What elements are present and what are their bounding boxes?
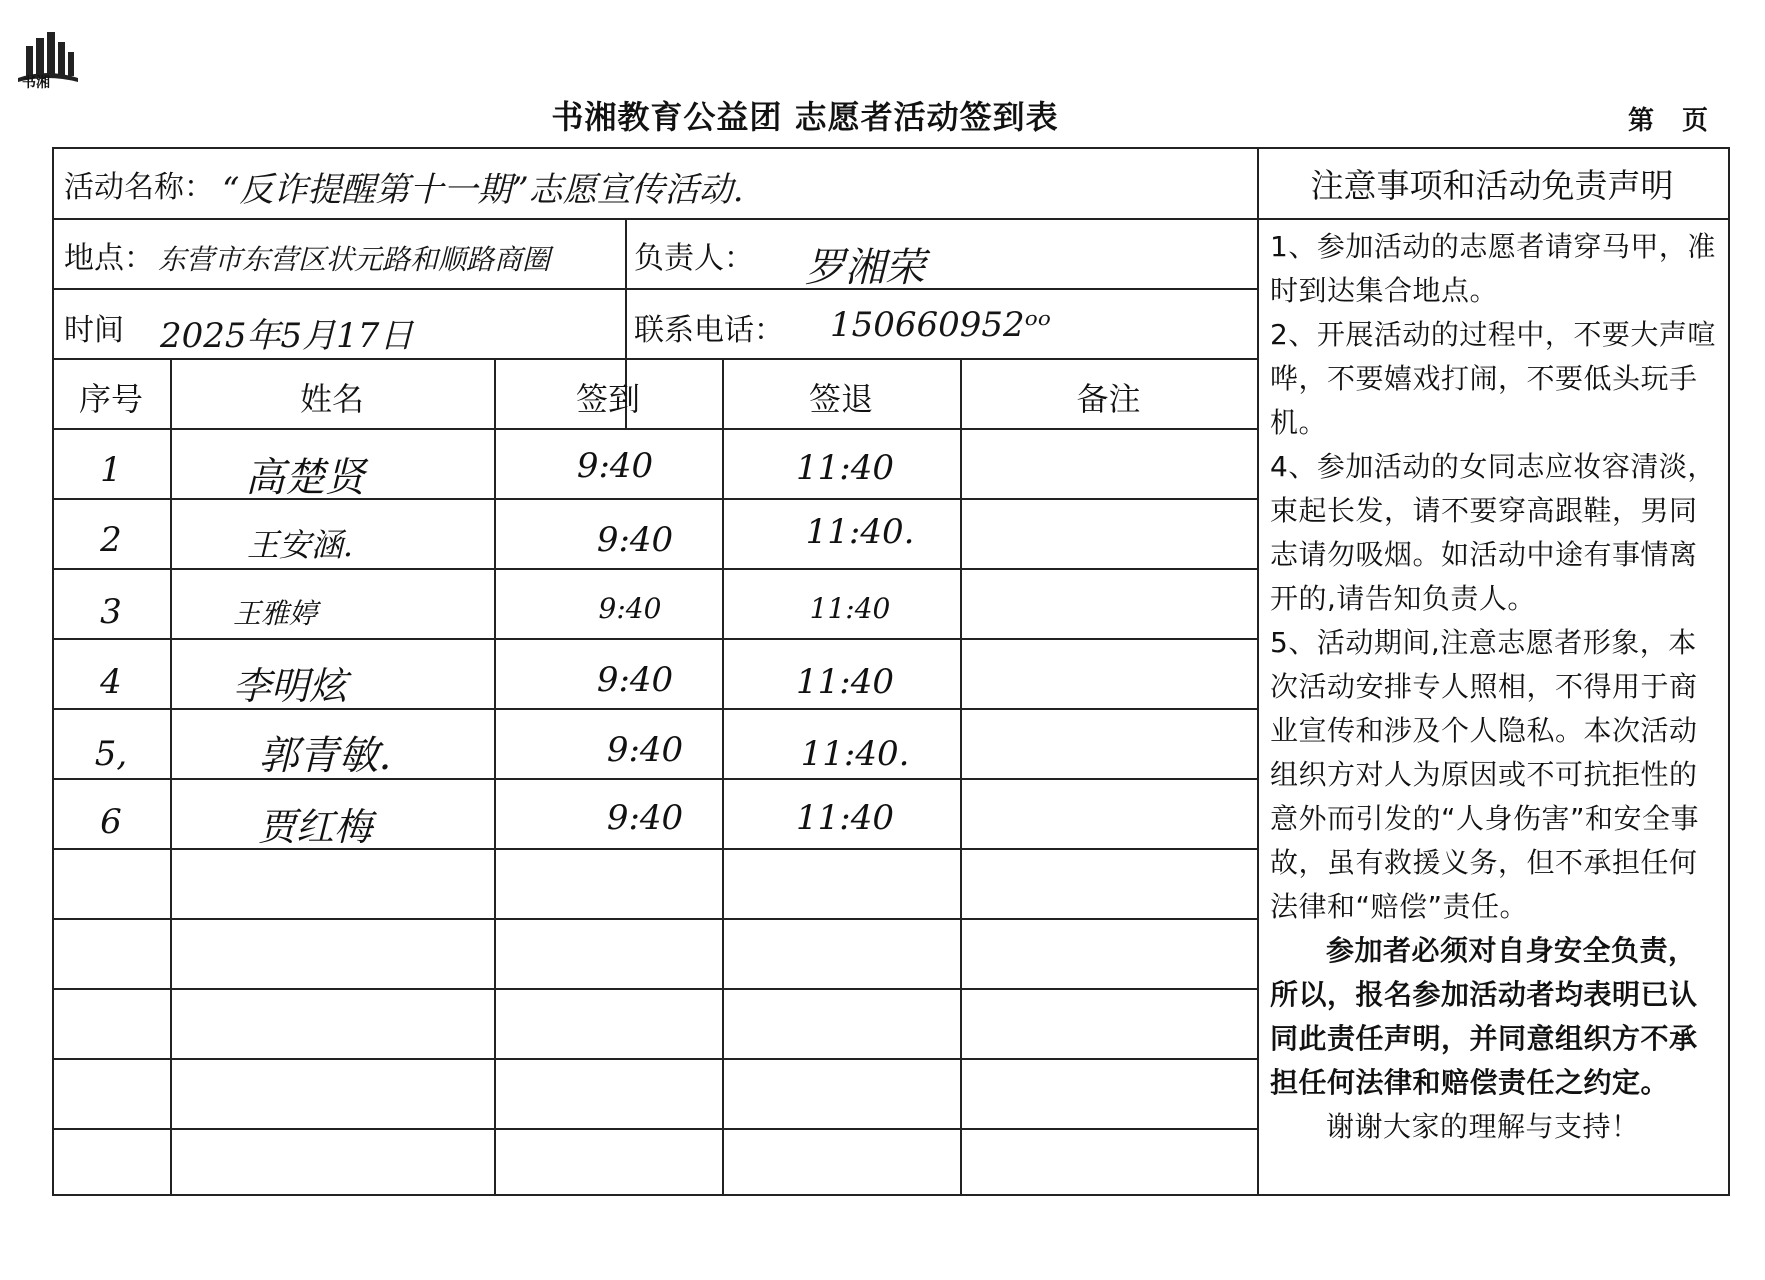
phone-label: 联系电话：	[634, 313, 784, 348]
notice-item: 2、开展活动的过程中，不要大声喧哗，不要嬉戏打闹，不要低头玩手机。	[1270, 318, 1716, 439]
notice-title: 注意事项和活动免责声明	[1310, 166, 1674, 205]
row-name: 高楚贤	[245, 455, 365, 501]
row-no: 4	[100, 662, 122, 702]
notice-body	[1270, 225, 1720, 1149]
row-no: 6	[100, 802, 122, 842]
time-label: 时间	[64, 313, 124, 348]
divider	[52, 1128, 1257, 1130]
activity-name-value: “反诈提醒第十一期”志愿宣传活动.	[222, 170, 744, 210]
row-no: 5,	[94, 734, 128, 774]
page-number-label: 第 页	[1628, 106, 1709, 136]
row-sign-in: 9:40	[596, 520, 674, 560]
divider	[52, 638, 1257, 640]
divider	[960, 358, 962, 1196]
row-sign-out: 11:40	[796, 448, 894, 488]
row-name: 王安涵.	[246, 526, 354, 564]
col-header-no: 序号	[78, 380, 143, 418]
row-sign-out: 11:40.	[800, 734, 910, 774]
col-header-name: 姓名	[299, 380, 364, 418]
row-sign-in: 9:40	[598, 592, 662, 625]
page-title: 书湘教育公益团 志愿者活动签到表	[551, 98, 1059, 136]
col-header-sign-in: 签到	[575, 380, 640, 418]
notice-closing: 参加者必须对自身安全负责，所以，报名参加活动者均表明已认同此责任声明，并同意组织方不承担任何法律和赔偿责任之约定。	[1270, 934, 1698, 1099]
divider	[494, 358, 496, 1196]
row-sign-out: 11:40.	[805, 512, 915, 552]
row-sign-out: 11:40	[809, 592, 891, 625]
divider	[722, 358, 724, 1196]
divider	[52, 568, 1257, 570]
divider	[52, 428, 1257, 430]
notice-item: 1、参加活动的志愿者请穿马甲，准时到达集合地点。	[1270, 230, 1716, 307]
row-sign-in: 9:40	[606, 798, 684, 838]
row-no: 2	[100, 520, 122, 560]
logo-text: 书湘	[22, 75, 50, 91]
divider	[52, 288, 1257, 290]
notice-item: 4、参加活动的女同志应妆容清淡，束起长发，请不要穿高跟鞋，男同志请勿吸烟。如活动中途有事情离开的,请告知负责人。	[1270, 450, 1716, 615]
leader-value: 罗湘荣	[805, 245, 925, 291]
row-name: 王雅婷	[232, 597, 317, 630]
divider	[52, 218, 1730, 220]
row-no: 3	[100, 592, 122, 632]
location-label: 地点：	[64, 241, 154, 276]
row-name: 郭青敏.	[258, 733, 392, 779]
divider	[52, 918, 1257, 920]
row-sign-out: 11:40	[796, 798, 894, 838]
notice-item: 5、活动期间,注意志愿者形象，本次活动安排专人照相，不得用于商业宣传和涉及个人隐私。本次活动组织方对人为原因或不可抗拒性的意外而引发的“人身伤害”和安全事故，虽有救援义务，但不承担任何法律和“赔偿”责任。	[1270, 626, 1700, 923]
divider	[1257, 147, 1259, 1196]
col-header-note: 备注	[1076, 380, 1141, 418]
time-value: 2025年5月17日	[160, 316, 414, 356]
row-name: 李明炫	[232, 664, 347, 708]
divider	[52, 988, 1257, 990]
row-no: 1	[100, 450, 122, 490]
row-name: 贾红梅	[257, 805, 372, 849]
location-value: 东营市东营区状元路和顺路商圈	[158, 243, 551, 276]
notice-thanks: 谢谢大家的理解与支持！	[1326, 1110, 1640, 1143]
row-sign-in: 9:40	[596, 660, 674, 700]
row-sign-in: 9:40	[576, 446, 654, 486]
col-header-sign-out: 签退	[808, 380, 873, 418]
activity-name-label: 活动名称：	[64, 170, 214, 205]
row-sign-in: 9:40	[606, 730, 684, 770]
phone-value: 150660952ᵒᵒ	[830, 305, 1051, 345]
divider	[52, 358, 1257, 360]
row-sign-out: 11:40	[796, 662, 894, 702]
divider	[52, 1058, 1257, 1060]
leader-label: 负责人：	[634, 241, 754, 276]
